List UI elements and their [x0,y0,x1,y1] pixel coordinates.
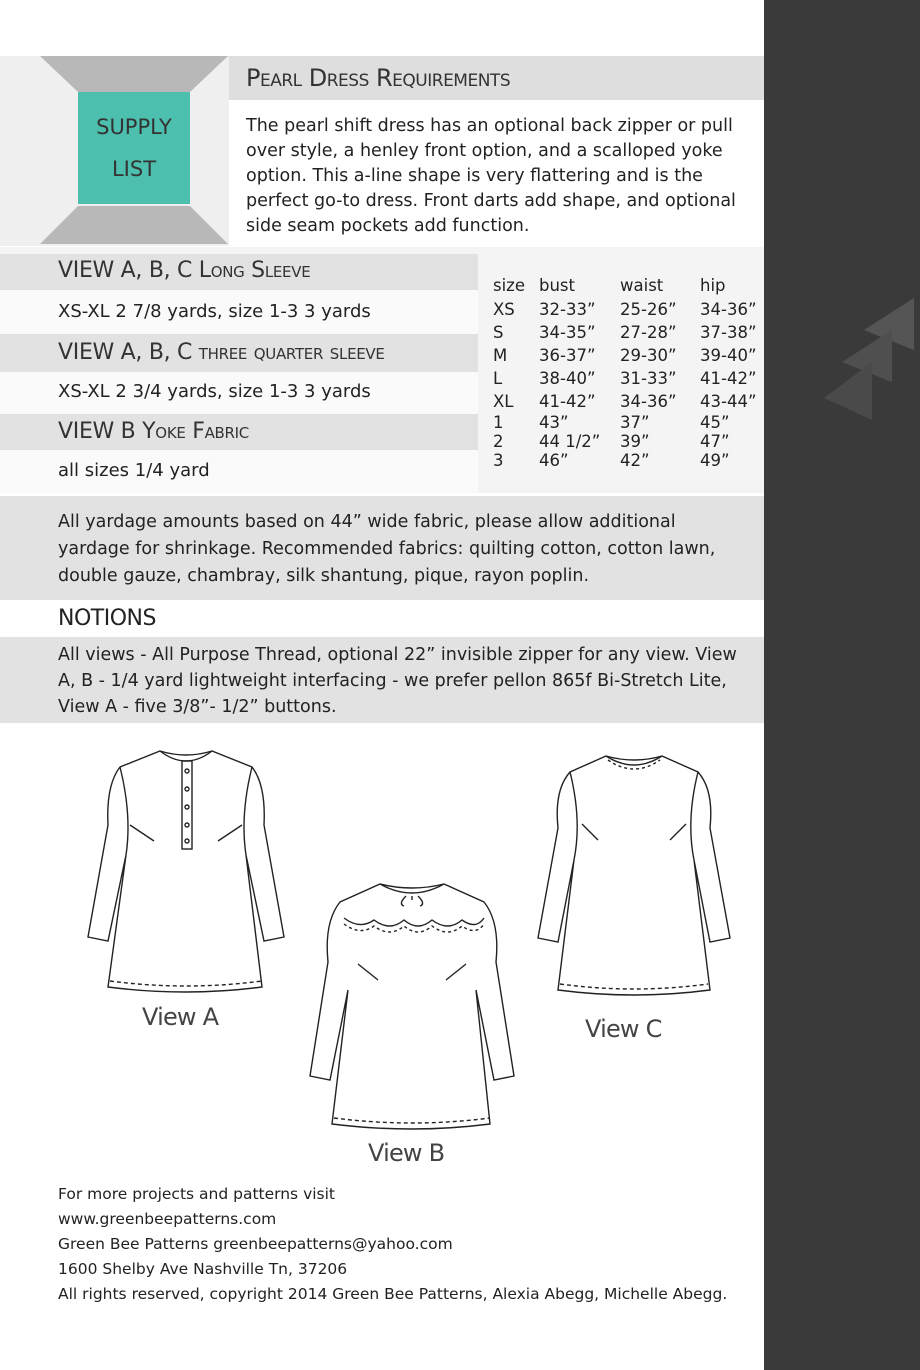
table-row [493,413,760,432]
right-sidebar [764,0,920,1370]
cell-waist: 31-33” [620,369,677,388]
triangle-decoration-icon [764,290,920,490]
supply-label-line1: SUPPLY [96,115,172,139]
view-a-dress-illustration [86,745,286,1005]
cell-size: 3 [493,451,504,470]
notions-text: All views - All Purpose Thread, optional 22” invisible zipper for any view. View A, B - 1/4 yard lightweight interfacing - we prefer pellon 865f Bi-Stretch Lite, View A - five 3/8”- 1/2” buttons. [58,645,737,717]
header-bust: bust [539,275,575,295]
cell-size: M [493,346,508,365]
cell-hip: 45” [700,413,730,432]
dress-description: The pearl shift dress has an optional back zipper or pull over style, a henley front option, and a scalloped yoke option. This a-line shape is very flattering and is the perfect go-to dress. Front darts add shape, and optional side seam pockets add function. [246,116,736,236]
section-heading-yoke: VIEW B Yoke Fabric [58,419,249,444]
footer [58,1182,727,1307]
table-row [493,432,760,451]
cell-waist: 27-28” [620,323,677,342]
cell-size: XS [493,300,515,319]
table-row [493,344,760,367]
footer-copyright: All rights reserved, copyright 2014 Green Bee Patterns, Alexia Abegg, Michelle Abegg. [58,1285,728,1303]
size-chart [493,272,760,470]
footer-contact[interactable]: Green Bee Patterns greenbeepatterns@yahoo.com [58,1235,453,1253]
supply-label-line2: LIST [111,157,157,181]
cell-waist: 34-36” [620,392,677,411]
view-a-label: View A [142,1003,219,1031]
cell-bust: 36-37” [539,346,596,365]
table-row [493,298,760,321]
table-row [493,451,760,470]
view-b-dress-illustration [308,878,516,1138]
view-c-label: View C [585,1015,662,1043]
size-chart-header [493,272,760,298]
header-size: size [493,275,525,295]
section-heading-three-quarter: VIEW A, B, C three quarter sleeve [58,340,385,365]
cell-waist: 42” [620,451,650,470]
cell-bust: 38-40” [539,369,596,388]
cell-hip: 39-40” [700,346,757,365]
cell-size: S [493,323,504,342]
cell-bust: 41-42” [539,392,596,411]
section-text-yoke: all sizes 1/4 yard [58,460,210,481]
cell-bust: 34-35” [539,323,596,342]
cell-size: XL [493,392,514,411]
footer-line-1: For more projects and patterns visit [58,1185,336,1203]
supply-list-label [78,92,190,204]
table-row [493,321,760,344]
cell-waist: 25-26” [620,300,677,319]
cell-bust: 32-33” [539,300,596,319]
cell-waist: 39” [620,432,650,451]
yardage-note: All yardage amounts based on 44” wide fabric, please allow additional yardage for shrinkage. Recommended fabrics: quilting cotton, cotton lawn, double gauze, chambray, silk shantung, pique, rayon poplin. [58,512,716,586]
notions-title: NOTIONS [58,606,156,631]
cell-size: L [493,369,503,388]
footer-address: 1600 Shelby Ave Nashville Tn, 37206 [58,1260,348,1278]
header-hip: hip [700,275,726,295]
cell-hip: 37-38” [700,323,757,342]
header-waist: waist [620,275,664,295]
page-title: Pearl Dress Requirements [246,64,511,92]
cell-waist: 29-30” [620,346,677,365]
section-text-long-sleeve: XS-XL 2 7/8 yards, size 1-3 3 yards [58,301,371,322]
cell-hip: 41-42” [700,369,757,388]
cell-bust: 46” [539,451,569,470]
table-row [493,390,760,413]
view-c-dress-illustration [534,752,734,1002]
view-b-label: View B [368,1139,445,1167]
cell-size: 1 [493,413,504,432]
cell-hip: 34-36” [700,300,757,319]
table-row [493,367,760,390]
cell-bust: 44 1/2” [539,432,601,451]
section-heading-long-sleeve: VIEW A, B, C Long Sleeve [58,258,311,283]
cell-hip: 49” [700,451,730,470]
cell-hip: 47” [700,432,730,451]
footer-website-link[interactable]: www.greenbeepatterns.com [58,1210,277,1228]
cell-hip: 43-44” [700,392,757,411]
cell-waist: 37” [620,413,650,432]
section-text-three-quarter: XS-XL 2 3/4 yards, size 1-3 3 yards [58,381,371,402]
cell-size: 2 [493,432,504,451]
cell-bust: 43” [539,413,569,432]
